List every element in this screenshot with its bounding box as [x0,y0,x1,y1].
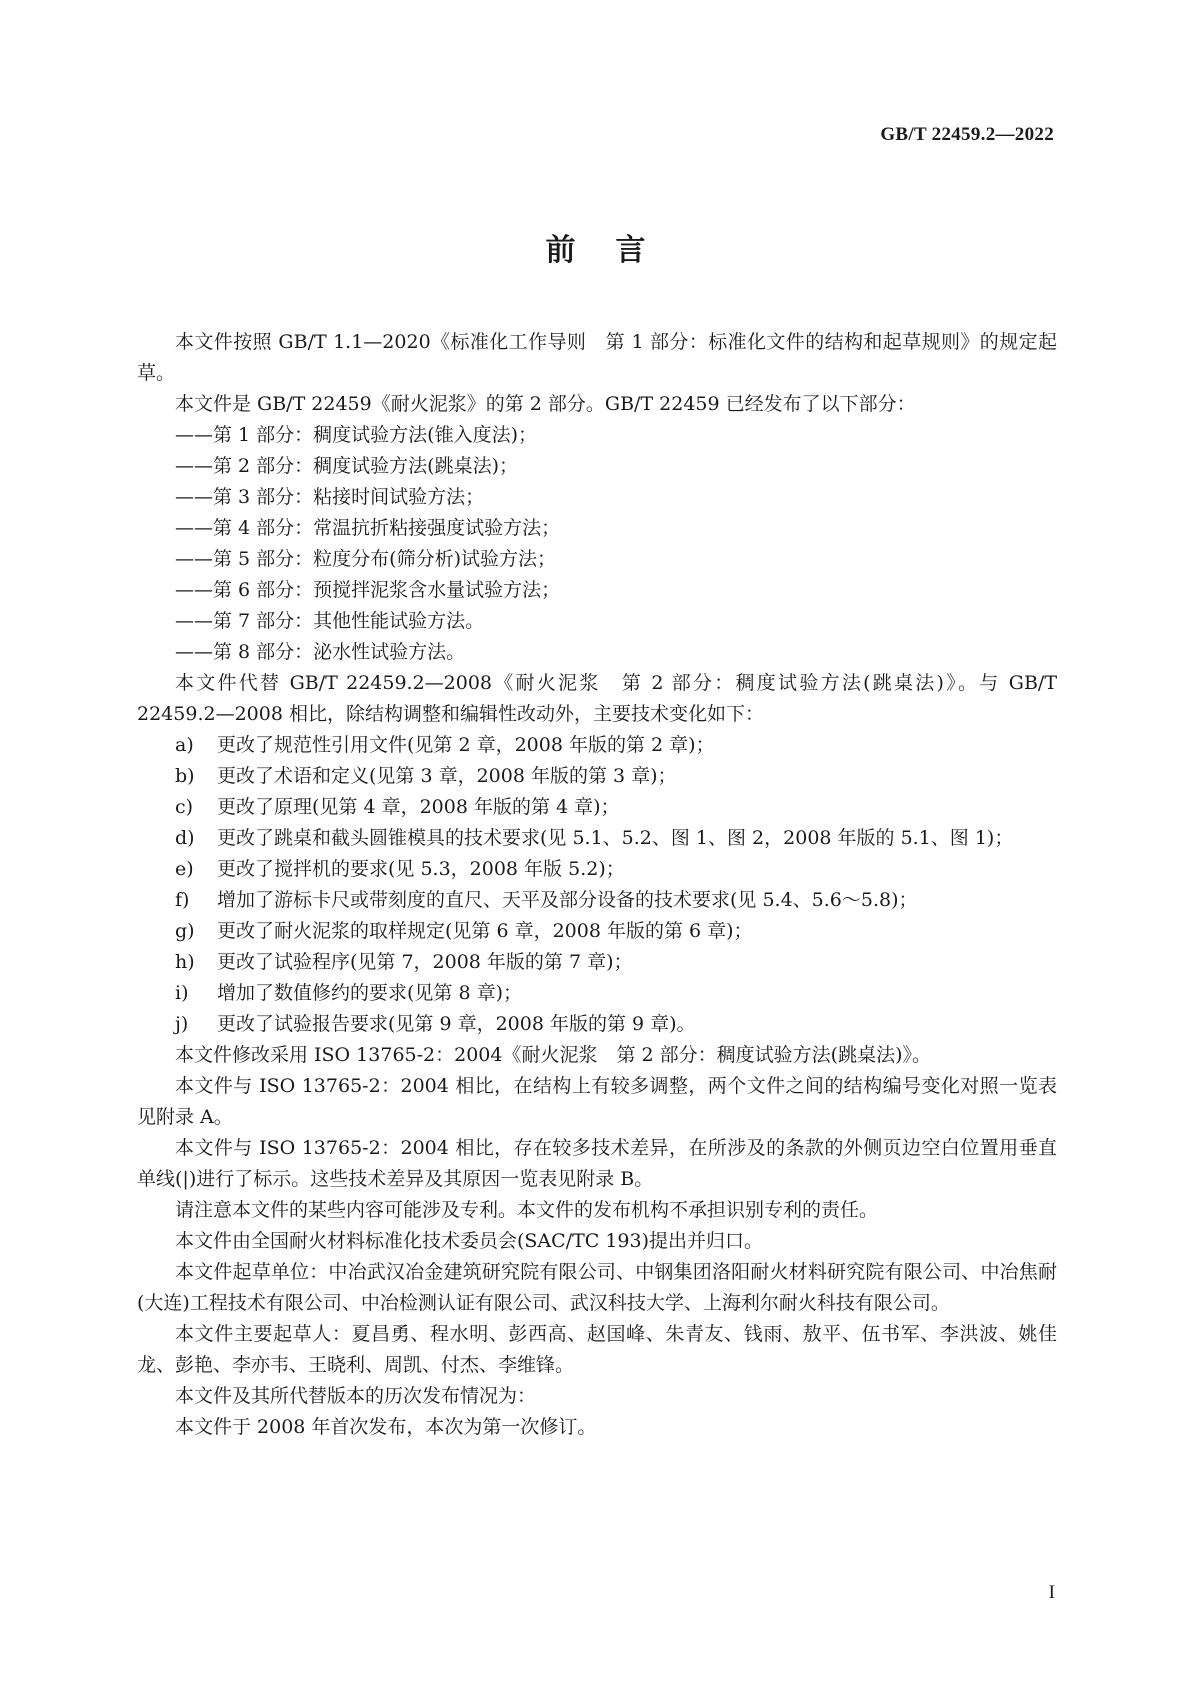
closing-paragraph: 本文件与 ISO 13765-2：2004 相比，在结构上有较多调整，两个文件之间的结构编号变化对照一览表见附录 A。 [137,1075,1057,1128]
item-text: 更改了试验程序(见第 7，2008 年版的第 7 章)； [217,951,633,973]
closing-paragraph: 本文件于 2008 年首次发布，本次为第一次修订。 [175,1416,597,1438]
item-text: 更改了搅拌机的要求(见 5.3，2008 年版 5.2)； [217,858,625,880]
page-number: I [1048,1582,1055,1603]
item-text: 增加了游标卡尺或带刻度的直尺、天平及部分设备的技术要求(见 5.4、5.6～5.8)； [217,889,918,911]
list-item: ——第 3 部分：粘接时间试验方法； [175,486,485,508]
list-item: ——第 5 部分：粒度分布(筛分析)试验方法； [175,548,556,570]
item-marker: g) [175,920,195,942]
item-marker: j) [175,1013,189,1035]
item-marker: d) [175,827,195,849]
list-item: ——第 1 部分：稠度试验方法(锥入度法)； [175,424,537,446]
item-text: 更改了跳桌和截头圆锥模具的技术要求(见 5.1、5.2、图 1、图 2，2008 年版的 5.1、图 1)； [217,827,1014,849]
replacement-paragraph: 本文件代替 GB/T 22459.2—2008《耐火泥浆 第 2 部分：稠度试验方法(跳桌法)》。与 GB/T 22459.2—2008 相比，除结构调整和编辑性改动外，主要技术变化如下： [137,672,1057,725]
page-title: 前言 [545,233,686,268]
item-marker: a) [175,734,194,756]
change-item [137,885,1057,916]
change-item [137,730,1057,761]
closing-paragraph: 本文件与 ISO 13765-2：2004 相比，存在较多技术差异，在所涉及的条款的外侧页边空白位置用垂直单线(|)进行了标示。这些技术差异及其原因一览表见附录 B。 [137,1137,1057,1190]
change-item [137,761,1057,792]
item-marker: e) [175,858,194,880]
closing-paragraph: 本文件主要起草人：夏昌勇、程水明、彭西高、赵国峰、朱青友、钱雨、敖平、伍书军、李洪波、姚佳龙、彭艳、李亦韦、王晓利、周凯、付杰、李维锋。 [137,1323,1057,1376]
change-item [137,947,1057,978]
list-item: ——第 6 部分：预搅拌泥浆含水量试验方法； [175,579,561,601]
item-marker: c) [175,796,194,818]
document-code: GB/T 22459.2—2022 [880,124,1054,145]
closing-paragraph: 本文件起草单位：中冶武汉冶金建筑研究院有限公司、中钢集团洛阳耐火材料研究院有限公司、中冶焦耐(大连)工程技术有限公司、中冶检测认证有限公司、武汉科技大学、上海利尔耐火科技有限公司。 [137,1261,1057,1314]
list-item: ——第 8 部分：泌水性试验方法。 [175,641,466,663]
item-marker: b) [175,765,195,787]
list-item: ——第 4 部分：常温抗折粘接强度试验方法； [175,517,561,539]
item-text: 更改了术语和定义(见第 3 章，2008 年版的第 3 章)； [217,765,677,787]
list-item: ——第 2 部分：稠度试验方法(跳桌法)； [175,455,518,477]
item-text: 增加了数值修约的要求(见第 8 章)； [217,982,522,1004]
item-marker: h) [175,951,195,973]
closing-paragraph: 请注意本文件的某些内容可能涉及专利。本文件的发布机构不承担识别专利的责任。 [175,1199,879,1221]
change-item [137,823,1057,854]
closing-paragraph: 本文件修改采用 ISO 13765-2：2004《耐火泥浆 第 2 部分：稠度试验方法(跳桌法)》。 [175,1044,931,1066]
change-item [137,916,1057,947]
closing-paragraph: 本文件及其所代替版本的历次发布情况为： [175,1385,537,1407]
intro-paragraph: 本文件按照 GB/T 1.1—2020《标准化工作导则 第 1 部分：标准化文件的结构和起草规则》的规定起草。 [137,331,1057,384]
item-marker: f) [175,889,190,911]
change-item [137,792,1057,823]
item-text: 更改了耐火泥浆的取样规定(见第 6 章，2008 年版的第 6 章)； [217,920,753,942]
intro-paragraph: 本文件是 GB/T 22459《耐火泥浆》的第 2 部分。GB/T 22459 已经发布了以下部分： [175,393,916,415]
item-text: 更改了原理(见第 4 章，2008 年版的第 4 章)； [217,796,620,818]
item-text: 更改了规范性引用文件(见第 2 章，2008 年版的第 2 章)； [217,734,715,756]
change-item [137,978,1057,1009]
change-item [137,854,1057,885]
change-item [137,1009,1057,1040]
document-body [137,327,1057,1443]
list-item: ——第 7 部分：其他性能试验方法。 [175,610,485,632]
closing-paragraph: 本文件由全国耐火材料标准化技术委员会(SAC/TC 193)提出并归口。 [175,1230,764,1252]
item-text: 更改了试验报告要求(见第 9 章，2008 年版的第 9 章)。 [217,1013,696,1035]
item-marker: i) [175,982,189,1004]
